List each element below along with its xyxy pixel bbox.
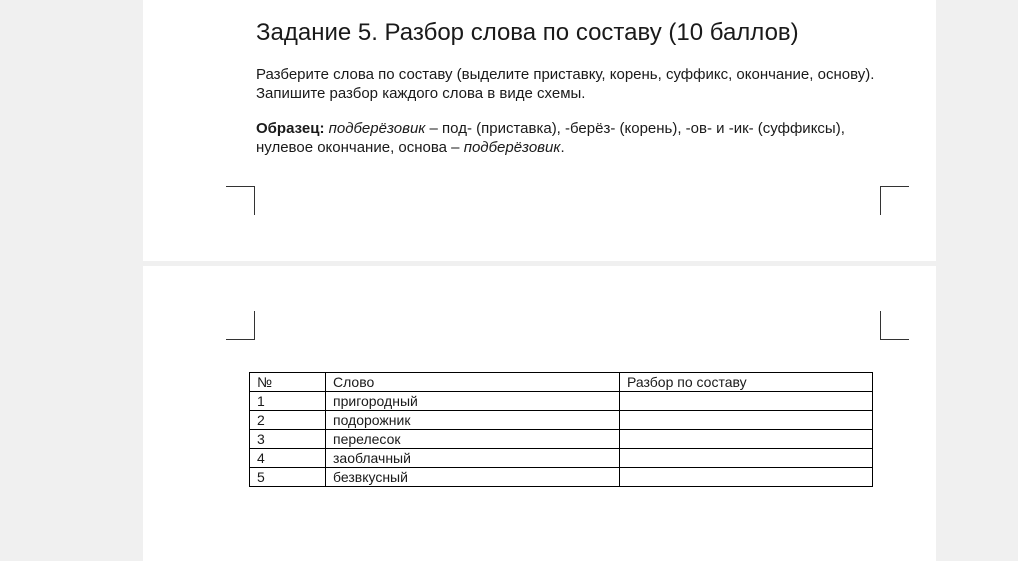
task-title: Задание 5. Разбор слова по составу (10 баллов) <box>256 19 799 46</box>
document-page-1 <box>143 0 936 261</box>
column-header-analysis: Разбор по составу <box>620 373 873 392</box>
document-page-2 <box>143 266 936 561</box>
example-word: подберёзовик <box>328 120 426 137</box>
row-analysis-cell[interactable] <box>620 392 873 411</box>
word-analysis-table <box>249 372 873 487</box>
row-analysis-cell[interactable] <box>620 449 873 468</box>
row-number: 3 <box>250 430 326 449</box>
example-explanation: – под- (приставка), -берёз- (корень), -ов- и -ик- (суффиксы), нулевое окончание, основа – <box>256 120 845 156</box>
row-analysis-cell[interactable] <box>620 430 873 449</box>
margin-corner-mark <box>880 186 909 215</box>
row-number: 4 <box>250 449 326 468</box>
table-row <box>250 449 873 468</box>
margin-corner-mark <box>226 186 255 215</box>
row-number: 5 <box>250 468 326 487</box>
example-end: . <box>560 139 565 156</box>
table-row <box>250 392 873 411</box>
row-number: 1 <box>250 392 326 411</box>
row-word: пригородный <box>326 392 620 411</box>
table-row <box>250 468 873 487</box>
row-analysis-cell[interactable] <box>620 468 873 487</box>
example-label: Образец: <box>256 120 325 137</box>
example-stem: подберёзовик <box>463 139 561 156</box>
row-word: безвкусный <box>326 468 620 487</box>
margin-corner-mark <box>880 311 909 340</box>
table-row <box>250 430 873 449</box>
table-row <box>250 411 873 430</box>
column-header-number: № <box>250 373 326 392</box>
row-word: перелесок <box>326 430 620 449</box>
row-word: подорожник <box>326 411 620 430</box>
table-header-row <box>250 373 873 392</box>
row-word: заоблачный <box>326 449 620 468</box>
margin-corner-mark <box>226 311 255 340</box>
row-number: 2 <box>250 411 326 430</box>
row-analysis-cell[interactable] <box>620 411 873 430</box>
task-instructions: Разберите слова по составу (выделите приставку, корень, суффикс, окончание, основу). Запишите разбор каждого слова в виде схемы. <box>256 66 875 102</box>
task-example <box>256 119 896 157</box>
column-header-word: Слово <box>326 373 620 392</box>
